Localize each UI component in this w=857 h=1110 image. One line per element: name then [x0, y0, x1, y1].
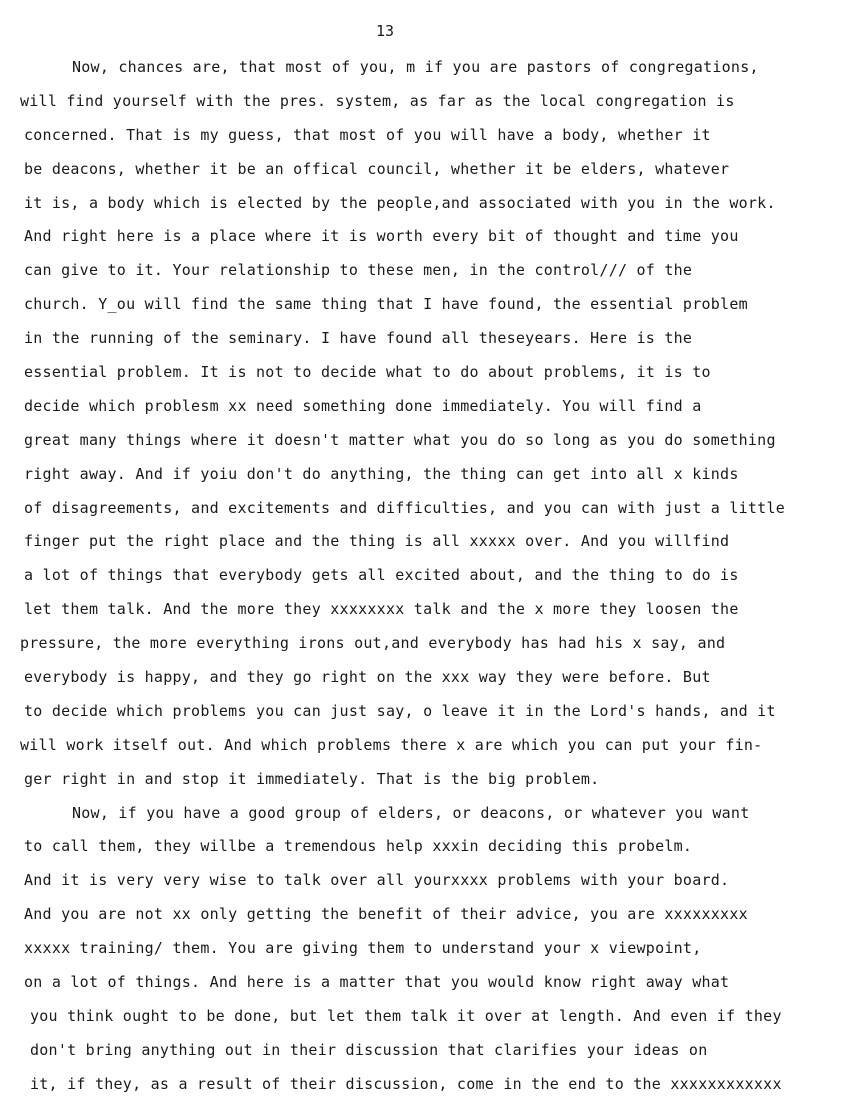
text-line: will work itself out. And which problems there x are which you can put your fin- [20, 735, 763, 754]
text-line: And you are not xx only getting the benefit of their advice, you are xxxxxxxxx [24, 905, 748, 924]
text-line: be deacons, whether it be an offical council, whether it be elders, whatever [24, 159, 730, 178]
text-line: can give to it. Your relationship to these men, in the control/// of the [24, 261, 693, 280]
text-line: to decide which problems you can just say, o leave it in the Lord's hands, and it [24, 701, 776, 720]
page-number: 13 [376, 22, 395, 40]
text-line: right away. And if yoiu don't do anything, the thing can get into all x kinds [24, 464, 739, 483]
body-text [0, 56, 857, 1107]
text-line: Now, chances are, that most of you, m if you are pastors of congregations, [72, 58, 759, 76]
text-line: essential problem. It is not to decide what to do about problems, it is to [24, 363, 711, 382]
text-line: xxxxx training/ them. You are giving them to understand your x viewpoint, [24, 939, 702, 958]
text-line: pressure, the more everything irons out,and everybody has had his x say, and [20, 634, 726, 653]
text-line: great many things where it doesn't matter what you do so long as you do something [24, 430, 776, 449]
text-line: in the running of the seminary. I have found all theseyears. Here is the [24, 329, 693, 348]
text-line: And right here is a place where it is worth every bit of thought and time you [24, 227, 739, 246]
text-line: And it is very very wise to talk over all yourxxxx problems with your board. [24, 871, 730, 890]
text-line: finger put the right place and the thing is all xxxxx over. And you willfind [24, 532, 730, 551]
text-line: let them talk. And the more they xxxxxxxx talk and the x more they loosen the [24, 600, 739, 619]
text-line: decide which problesm xx need something done immediately. You will find a [24, 396, 702, 415]
text-line: on a lot of things. And here is a matter that you would know right away what [24, 973, 730, 992]
text-line: you think ought to be done, but let them talk it over at length. And even if they [30, 1006, 782, 1025]
text-line: of disagreements, and excitements and difficulties, and you can with just a little [24, 498, 786, 517]
text-line: a lot of things that everybody gets all excited about, and the thing to do is [24, 566, 739, 585]
text-line: it, if they, as a result of their discussion, come in the end to the xxxxxxxxxxxx [30, 1074, 782, 1093]
text-line: concerned. That is my guess, that most of you will have a body, whether it [24, 125, 711, 144]
text-line: church. Y_ou will find the same thing that I have found, the essential problem [24, 295, 748, 314]
text-line: it is, a body which is elected by the people,and associated with you in the work. [24, 193, 776, 212]
text-line: don't bring anything out in their discussion that clarifies your ideas on [30, 1040, 708, 1059]
text-line: will find yourself with the pres. system, as far as the local congregation is [20, 91, 735, 110]
text-line: ger right in and stop it immediately. That is the big problem. [24, 769, 600, 788]
text-line: everybody is happy, and they go right on the xxx way they were before. But [24, 668, 711, 687]
text-line: Now, if you have a good group of elders, or deacons, or whatever you want [72, 803, 750, 822]
text-line: to call them, they willbe a tremendous help xxxin deciding this probelm. [24, 837, 693, 856]
